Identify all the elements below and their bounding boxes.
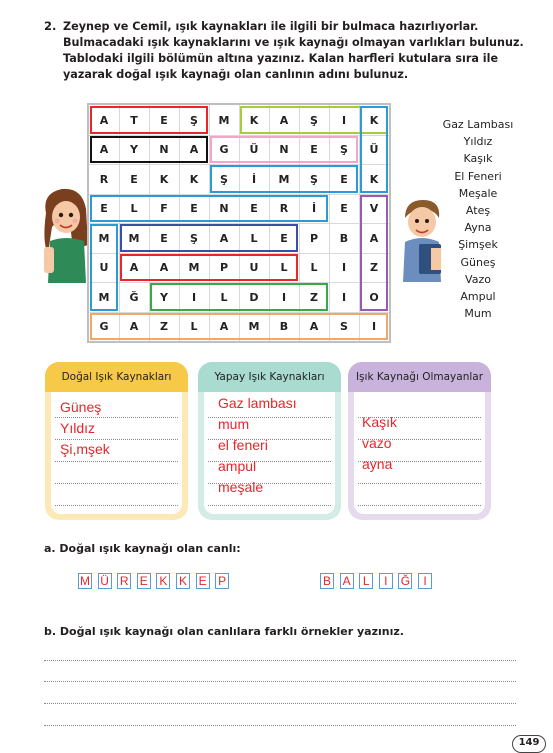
grid-cell: L	[220, 290, 228, 304]
grid-cell: E	[160, 113, 168, 127]
category-answer-area	[204, 392, 335, 514]
page-number: 149	[512, 735, 546, 753]
category-title: Doğal Işık Kaynakları	[45, 362, 188, 392]
grid-cell: I	[281, 290, 287, 304]
word-list-item: Yıldız	[463, 135, 493, 149]
grid-cell: N	[279, 143, 289, 156]
grid-cell: K	[369, 172, 379, 186]
grid-cell: U	[249, 261, 259, 274]
answer-letter-box[interactable]: Ü	[98, 573, 112, 589]
grid-cell: M	[278, 172, 290, 186]
grid-cell: Z	[160, 320, 168, 333]
handwritten-answer: el feneri	[218, 437, 268, 453]
word-list-item: Meşale	[458, 186, 498, 200]
grid-cell: E	[190, 202, 198, 215]
grid-cell: A	[99, 113, 109, 127]
handwritten-answer: ampul	[218, 458, 257, 474]
grid-cell: K	[189, 172, 199, 186]
grid-cell: I	[341, 290, 347, 304]
answer-letter-box[interactable]: E	[137, 573, 151, 589]
question-line: Zeynep ve Cemil, ışık kaynakları ile ilgili bir bulmaca hazırlıyorlar.	[63, 20, 479, 33]
girl-illustration	[38, 183, 94, 283]
answer-letter-box[interactable]: R	[117, 573, 131, 589]
grid-cell: A	[309, 320, 319, 333]
handwritten-answer: vazo	[362, 435, 392, 451]
grid-cell: E	[340, 202, 348, 215]
word-list-item: Kaşık	[463, 152, 493, 166]
handwritten-answer: Gaz lambası	[218, 395, 297, 411]
grid-cell: A	[129, 261, 139, 274]
grid-cell: Ş	[310, 113, 318, 127]
answer-line[interactable]	[44, 681, 516, 682]
grid-cell: U	[99, 261, 109, 274]
grid-cell: R	[99, 172, 109, 186]
question-line: Bulmacadaki ışık kaynaklarını ve ışık kaynağı olmayan varlıkları bulunuz.	[63, 36, 524, 49]
grid-cell: Z	[370, 261, 378, 274]
category-natural-sources	[45, 362, 188, 520]
word-list-item: Ayna	[464, 221, 492, 235]
grid-cell: Ü	[369, 143, 379, 156]
word-list-item: Şimşek	[458, 238, 498, 252]
handwritten-answer: ayna	[362, 456, 393, 472]
grid-cell: Ş	[340, 143, 348, 156]
grid-cell: E	[280, 231, 288, 245]
grid-cell: A	[219, 320, 229, 333]
grid-cell: Ş	[190, 113, 198, 127]
sub-question-a: a. Doğal ışık kaynağı olan canlı:	[44, 542, 241, 555]
grid-cell: M	[248, 320, 260, 333]
grid-cell: A	[369, 231, 379, 245]
grid-cell: K	[369, 113, 379, 127]
grid-cell: L	[190, 320, 198, 333]
answer-letter-box[interactable]: K	[176, 573, 190, 589]
answer-letter-box[interactable]: L	[359, 573, 373, 589]
handwritten-answer: mum	[218, 416, 250, 432]
question-line: Tablodaki ilgili bölümün altına yazınız. Kalan harfleri kutulara sıra ile	[63, 52, 499, 65]
grid-cell: L	[130, 202, 138, 215]
word-list	[430, 116, 526, 322]
answer-letter-box[interactable]: E	[196, 573, 210, 589]
word-list-item: Ateş	[465, 204, 491, 218]
question-line: yazarak doğal ışık kaynağı olan canlının adını bulunuz.	[63, 68, 409, 81]
grid-cell: A	[99, 143, 109, 156]
grid-cell: A	[279, 113, 289, 127]
grid-cell: T	[130, 113, 138, 127]
grid-cell: Ş	[310, 172, 318, 186]
grid-cell: A	[189, 143, 199, 156]
category-answer-area	[51, 392, 182, 514]
grid-cell: A	[159, 261, 169, 274]
grid-cell: K	[249, 113, 259, 127]
grid-cell: A	[219, 231, 229, 245]
grid-cell: E	[340, 172, 348, 186]
word-list-item: Vazo	[465, 272, 491, 286]
grid-cell: B	[339, 231, 349, 245]
grid-cell: Ş	[220, 172, 228, 186]
answer-letter-box[interactable]: I	[379, 573, 393, 589]
grid-cell: S	[340, 320, 348, 333]
category-artificial-sources	[198, 362, 341, 520]
sub-question-b: b. Doğal ışık kaynağı olan canlılara farklı örnekler yazınız.	[44, 625, 404, 638]
category-title: Işık Kaynağı Olmayanlar	[348, 362, 491, 392]
category-non-sources	[348, 362, 491, 520]
question-text	[63, 19, 523, 83]
word-puzzle-grid	[87, 103, 391, 343]
grid-cell: E	[310, 143, 318, 156]
answer-letter-box[interactable]: Ğ	[398, 573, 412, 589]
answer-line[interactable]	[44, 660, 516, 661]
answer-line[interactable]	[44, 725, 516, 726]
handwritten-answer: Kaşık	[362, 414, 398, 430]
grid-cell: E	[250, 202, 258, 215]
grid-cell: N	[159, 143, 169, 156]
grid-cell: B	[279, 320, 289, 333]
grid-cell: M	[98, 231, 110, 245]
word-list-item: Gaz Lambası	[442, 118, 514, 131]
grid-cell: G	[219, 143, 229, 156]
answer-letter-box[interactable]: A	[340, 573, 354, 589]
handwritten-answer: Güneş	[60, 399, 102, 415]
grid-cell: M	[98, 290, 110, 304]
grid-cell: E	[100, 202, 108, 215]
grid-cell: Y	[130, 143, 138, 156]
grid-cell: R	[279, 202, 289, 215]
grid-cell: İ	[311, 202, 317, 215]
grid-cell: G	[99, 320, 109, 333]
grid-cell: I	[191, 290, 197, 304]
grid-cell: F	[160, 202, 168, 215]
grid-cell: P	[309, 231, 319, 245]
category-title: Yapay Işık Kaynakları	[198, 362, 341, 392]
word-list-item: Mum	[464, 307, 492, 321]
question-number: 2.	[44, 19, 57, 33]
answer-letter-box[interactable]: B	[320, 573, 334, 589]
answer-line[interactable]	[44, 703, 516, 704]
word-list-item: Güneş	[460, 255, 496, 269]
handwritten-answer: Şi,mşek	[60, 441, 110, 457]
answer-letter-box[interactable]: K	[156, 573, 170, 589]
grid-cell: L	[280, 261, 288, 274]
grid-cell: L	[250, 231, 258, 245]
grid-cell: Y	[160, 290, 168, 304]
grid-cell: M	[128, 231, 140, 245]
answer-letter-box[interactable]: I	[418, 573, 432, 589]
grid-cell: L	[310, 261, 318, 274]
grid-cell: K	[159, 172, 169, 186]
grid-cell: E	[130, 172, 138, 186]
grid-cell: M	[188, 261, 200, 274]
grid-cell: M	[218, 113, 230, 127]
grid-cell: P	[219, 261, 229, 274]
grid-cell: Ş	[190, 231, 198, 245]
grid-cell: Ğ	[129, 290, 139, 304]
category-answer-area	[354, 392, 485, 514]
answer-letter-box[interactable]: P	[215, 573, 229, 589]
grid-cell: İ	[251, 172, 257, 186]
answer-letter-box[interactable]: M	[80, 574, 90, 588]
grid-cell: V	[369, 202, 379, 215]
grid-cell: D	[249, 290, 259, 304]
grid-cell: I	[371, 320, 377, 333]
grid-cell: N	[219, 202, 229, 215]
word-list-item: Ampul	[460, 290, 496, 304]
word-list-item: El Feneri	[454, 169, 502, 183]
grid-cell: I	[341, 113, 347, 127]
grid-cell: O	[369, 290, 379, 304]
grid-cell: A	[129, 320, 139, 333]
grid-cell: E	[160, 231, 168, 245]
grid-cell: I	[341, 261, 347, 274]
handwritten-answer: Yıldız	[60, 420, 96, 436]
handwritten-answer: meşale	[218, 479, 264, 495]
grid-cell: Ü	[249, 143, 259, 156]
grid-cell: Z	[310, 290, 318, 304]
